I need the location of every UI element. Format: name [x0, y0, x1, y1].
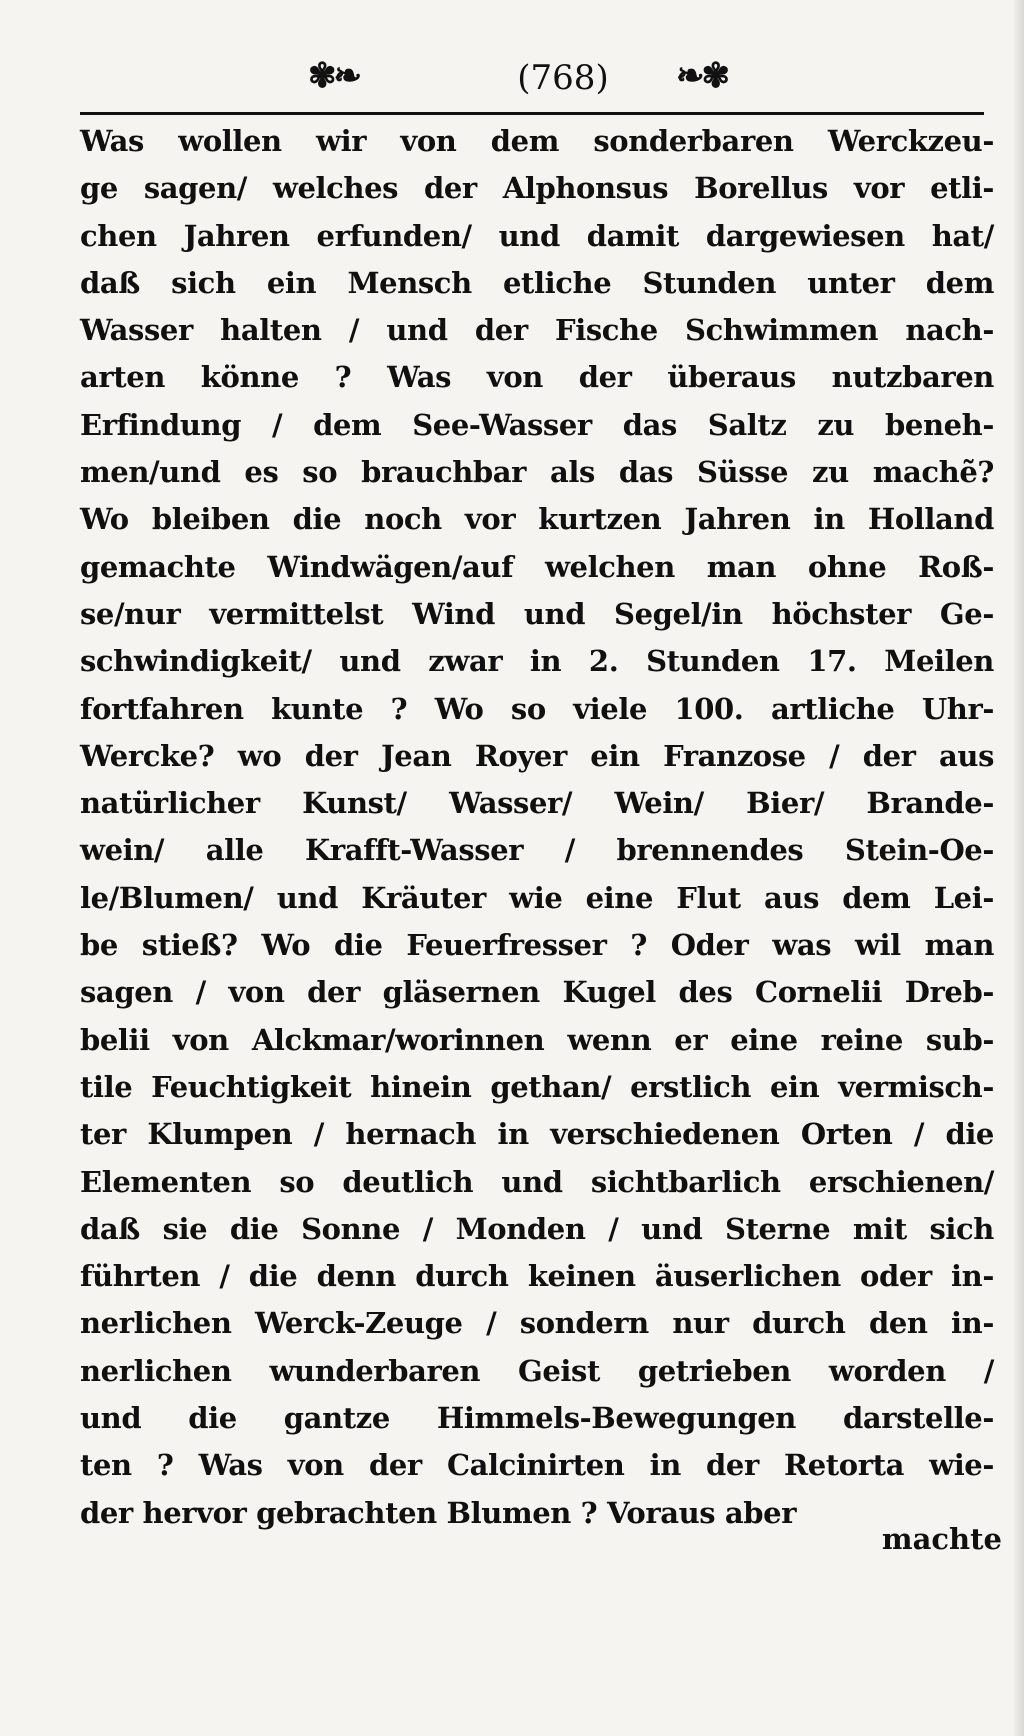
page-edge-shadow [1014, 0, 1024, 1736]
text-line: tile Feuchtigkeit hinein gethan/ erstlich ein vermisch- [80, 1069, 994, 1104]
text-line: Wasser halten / und der Fische Schwimmen nach- [80, 313, 994, 348]
text-line: Erfindung / dem See-Wasser das Saltz zu beneh- [80, 407, 994, 442]
text-line: nerlichen wunderbaren Geist getrieben worden / [80, 1353, 994, 1388]
text-line: chen Jahren erfunden/ und damit dargewiesen hat/ [80, 218, 994, 253]
text-line: daß sich ein Mensch etliche Stunden unter dem [80, 265, 994, 300]
text-line: Was wollen wir von dem sonderbaren Werckzeu- [80, 124, 994, 158]
text-line: fortfahren kunte ? Wo so viele 100. artliche Uhr- [80, 691, 994, 726]
text-line: führten / die denn durch keinen äuserlichen oder in- [80, 1259, 994, 1294]
ornament-left-icon: ✾❧ [308, 56, 359, 96]
text-line: be stieß? Wo die Feuerfresser ? Oder was wil man [80, 928, 994, 963]
text-line: belii von Alckmar/worinnen wenn er eine reine sub- [80, 1022, 994, 1057]
text-line: natürlicher Kunst/ Wasser/ Wein/ Bier/ Brande- [80, 786, 994, 821]
text-line: gemachte Windwägen/auf welchen man ohne Roß- [80, 549, 994, 584]
text-line: men/und es so brauchbar als das Süsse zu machẽ? [80, 455, 994, 490]
text-line: ge sagen/ welches der Alphonsus Borellus vor etli- [80, 171, 994, 206]
text-line: der hervor gebrachten Blumen ? Voraus aber [80, 1495, 797, 1530]
text-line: Wo bleiben die noch vor kurtzen Jahren in Holland [80, 502, 994, 537]
text-line: ten ? Was von der Calcinirten in der Retorta wie- [80, 1448, 994, 1483]
ornament-right-icon: ❧✾ [676, 56, 727, 96]
catchword: machte [881, 1522, 1002, 1556]
body-text [80, 118, 994, 1537]
text-line: daß sie die Sonne / Monden / und Sterne mit sich [80, 1211, 994, 1246]
text-line: Wercke? wo der Jean Royer ein Franzose / der aus [80, 738, 994, 773]
text-line: arten könne ? Was von der überaus nutzbaren [80, 360, 994, 395]
text-line: sagen / von der gläsernen Kugel des Cornelii Dreb- [80, 975, 994, 1010]
page-number: (768) [517, 58, 609, 98]
text-line: und die gantze Himmels-Bewegungen darstelle- [80, 1401, 994, 1436]
text-line: schwindigkeit/ und zwar in 2. Stunden 17. Meilen [80, 644, 994, 679]
text-line: le/Blumen/ und Kräuter wie eine Flut aus dem Lei- [80, 880, 994, 915]
text-line: ter Klumpen / hernach in verschiedenen Orten / die [80, 1117, 994, 1152]
text-line: se/nur vermittelst Wind und Segel/in höchster Ge- [80, 596, 994, 631]
text-line: nerlichen Werck-Zeuge / sondern nur durch den in- [80, 1306, 994, 1341]
text-line: wein/ alle Krafft-Wasser / brennendes Stein-Oe- [80, 833, 994, 868]
header-rule [80, 112, 984, 115]
text-line: Elementen so deutlich und sichtbarlich erschienen/ [80, 1164, 994, 1199]
page-header [80, 50, 984, 100]
